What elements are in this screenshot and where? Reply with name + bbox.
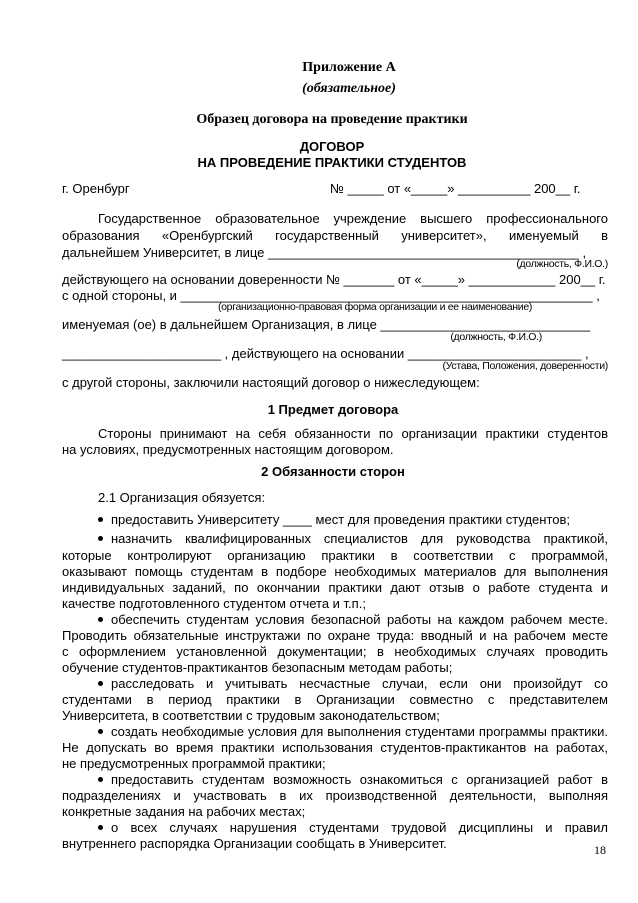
bullet-5-text: создать необходимые условия для выполнения студентами программы практики. <box>111 724 608 739</box>
preamble-line-8: с другой стороны, заключили настоящий договор о нижеследующем: <box>62 375 480 390</box>
bullet-2-line-4: индивидуальных заданий, по окончании практики дают отзыв о работе студента и <box>62 580 608 595</box>
bullet-4-line-2: студентами в период практики в Организации совместно с представителем <box>62 692 608 707</box>
bullet-3-text: обеспечить студентам условия безопасной работы на каждом рабочем месте. <box>111 612 608 627</box>
sample-title: Образец договора на проведение практики <box>196 112 468 127</box>
preamble-line-1: Государственное образовательное учреждение высшего профессионального <box>98 211 608 226</box>
preamble-note-position-2: (должность, Ф.И.О.) <box>450 331 542 343</box>
bullet-6-text: предоставить студентам возможность ознакомиться с организацией работ в <box>111 772 608 787</box>
section-1-line-2: на условиях, предусмотренных настоящим договором. <box>62 442 394 457</box>
bullet-item-6 <box>62 771 608 788</box>
preamble-line-2: образования «Оренбургский государственный университет», именуемый в <box>62 228 608 243</box>
page-number: 18 <box>594 843 606 857</box>
bullet-5-line-2: Не допускать во время практики использования студентов-практикантов на работах, <box>62 740 608 755</box>
bullet-5-line-3: не предусмотренных программой практики; <box>62 756 326 771</box>
bullet-icon <box>98 536 103 541</box>
bullet-2-line-2: которые контролируют организацию практики в соответствии с программой, <box>62 548 608 563</box>
bullet-item-4 <box>62 675 608 692</box>
bullet-item-3 <box>62 611 608 628</box>
bullet-icon <box>98 681 103 686</box>
clause-2-1: 2.1 Организация обязуется: <box>98 490 266 505</box>
appendix-title: Приложение А <box>302 60 396 75</box>
bullet-icon <box>98 777 103 782</box>
bullet-item-5 <box>62 723 608 740</box>
bullet-6-line-3: конкретные задания на рабочих местах; <box>62 804 306 819</box>
bullet-7-text: о всех случаях нарушения студентами трудовой дисциплины и правил <box>111 820 608 835</box>
bullet-3-line-3: с оформлением установленной документации; в необходимых случаях проводить <box>62 644 608 659</box>
bullet-item-2 <box>62 530 608 547</box>
contract-title-line1: ДОГОВОР <box>299 139 365 154</box>
bullet-icon <box>98 517 103 522</box>
bullet-6-line-2: подразделениях и участвовать в их производственной деятельности, выполняя <box>62 788 608 803</box>
bullet-2-line-5: качестве подготовленного студентом отчета и т.п.; <box>62 596 366 611</box>
preamble-note-organization: (организационно-правовая форма организации и ее наименование) <box>217 301 533 313</box>
preamble-line-4: действующего на основании доверенности № _______ от «_____» ____________ 200__ г. <box>62 272 606 287</box>
bullet-icon <box>98 825 103 830</box>
section-2-heading: 2 Обязанности сторон <box>261 464 405 479</box>
bullet-3-line-2: Проводить обязательные инструктажи по охране труда: вводный и на рабочем месте <box>62 628 608 643</box>
preamble-line-6: именуемая (ое) в дальнейшем Организация, в лице _____________________________ <box>62 317 591 332</box>
contract-title-line2: НА ПРОВЕДЕНИЕ ПРАКТИКИ СТУДЕНТОВ <box>197 155 467 170</box>
bullet-icon <box>98 617 103 622</box>
bullet-item-7 <box>62 819 608 836</box>
bullet-icon <box>98 729 103 734</box>
preamble-note-basis: (Устава, Положения, доверенности) <box>442 360 608 372</box>
preamble-line-7: ______________________ , действующего на основании ________________________ , <box>62 346 589 361</box>
bullet-4-line-3: Университета, в соответствии с трудовым законодательством; <box>62 708 440 723</box>
bullet-2-line-3: оказывают помощь студентам в подборе необходимых материалов для выполнения <box>62 564 608 579</box>
bullet-item-1 <box>62 511 608 528</box>
preamble-line-5: с одной стороны, и _________________________________________________________ , <box>62 288 600 303</box>
preamble-line-3: дальнейшем Университет, в лице ___________________________________________ , <box>62 245 587 260</box>
section-1-line-1: Стороны принимают на себя обязанности по организации практики студентов <box>98 426 608 441</box>
section-1-heading: 1 Предмет договора <box>267 402 399 417</box>
bullet-3-line-4: обучение студентов-практикантов безопасным методам работы; <box>62 660 453 675</box>
contract-number-date: № _____ от «_____» __________ 200__ г. <box>330 181 581 196</box>
bullet-1-text: предоставить Университету ____ мест для проведения практики студентов; <box>111 512 571 527</box>
appendix-subtitle: (обязательное) <box>302 81 396 96</box>
bullet-2-text: назначить квалифицированных специалистов для руководства практикой, <box>111 531 608 546</box>
bullet-7-line-2: внутреннего распорядка Организации сообщать в Университет. <box>62 836 447 851</box>
preamble-note-position: (должность, Ф.И.О.) <box>516 258 608 270</box>
bullet-4-text: расследовать и учитывать несчастные случаи, если они произойдут со <box>111 676 608 691</box>
contract-city: г. Оренбург <box>62 181 130 196</box>
